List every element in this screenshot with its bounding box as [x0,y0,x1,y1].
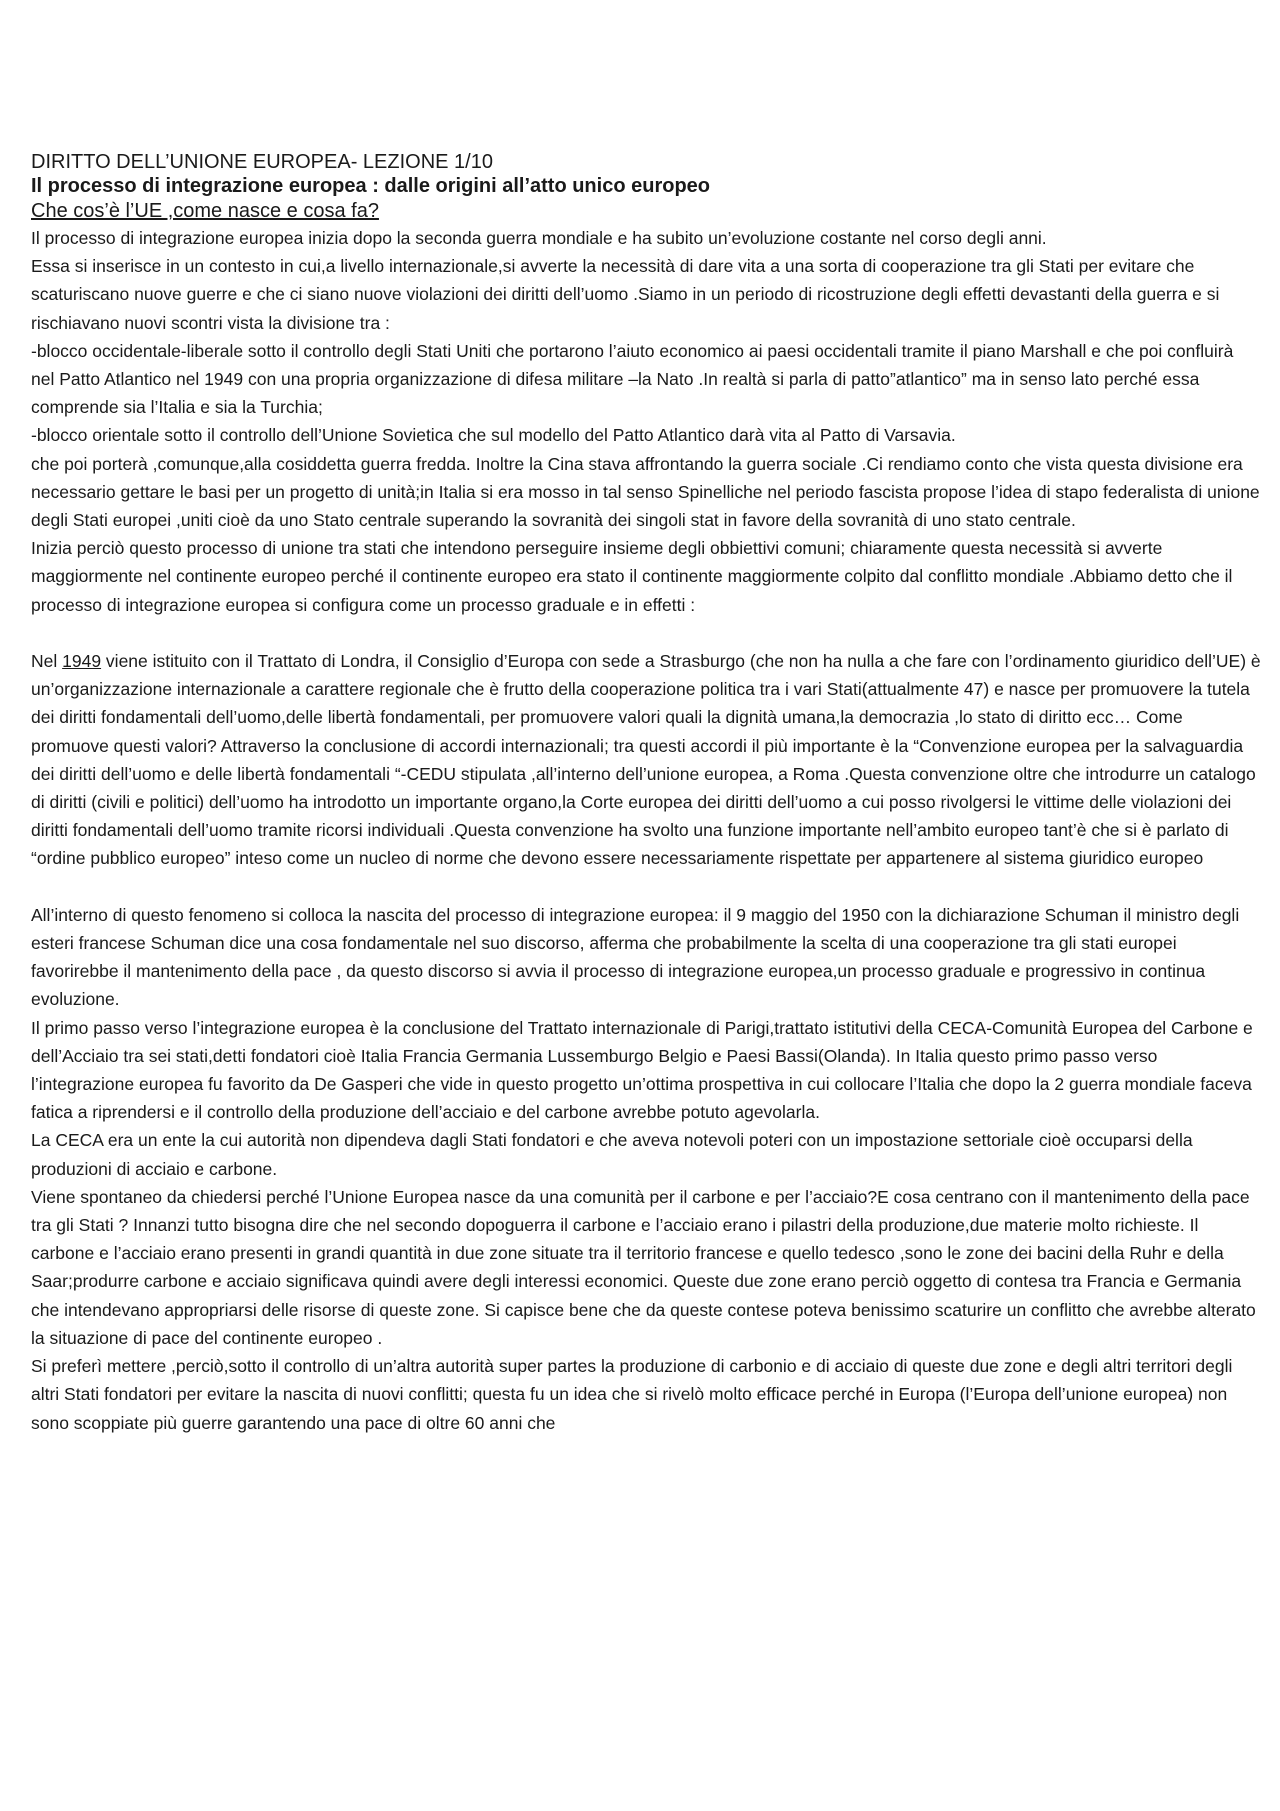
paragraph-council-of-europe [31,647,1261,873]
paragraph-lead: Nel [31,651,63,672]
paragraph-rest: viene istituito con il Trattato di Londra, il Consiglio d’Europa con sede a Strasburgo (che non ha nulla a che fare con l’ordinamento giuridico dell’UE) è un’organizzazione internazionale a carattere regionale che è frutto della cooperazione politica tra i vari Stati(attualmente 47) e nasce per promuovere la tutela dei diritti fondamentali dell’uomo,delle libertà fondamentali, per promuovere valori quali la dignità umana,la democrazia ,lo stato di diritto ecc… Come promuove questi valori? Attraverso la conclusione di accordi internazionali; tra questi accordi il più importante è la “Convenzione europea per la salvaguardia dei diritti dell’uomo e delle libertà fondamentali “-CEDU stipulata ,all’interno dell’unione europea, a Roma .Questa convenzione oltre che introdurre un catalogo di diritti (civili e politici) dell’uomo ha introdotto un importante organo,la Corte europea dei diritti dell’uomo a cui posso rivolgersi le vittime delle violazioni dei diritti fondamentali dell’uomo tramite ricorsi individuali .Questa convenzione ha svolto una funzione importante nell’ambito europeo tant’è che si è parlato di “ordine pubblico europeo” inteso come un nucleo di norme che devono essere necessariamente rispettate per appartenere al sistema giuridico europeo [31,651,1261,869]
paragraph-eastern-bloc: -blocco orientale sotto il controllo dell’Unione Sovietica che sul modello del Patto Atlantico darà vita al Patto di Varsavia. [31,425,956,446]
section-question: Che cos’è l’UE ,come nasce e cosa fa? [31,200,379,222]
paragraph-super-partes: Si preferì mettere ,perciò,sotto il controllo di un’altra autorità super partes la produzione di carbonio e di acciaio di queste due zone e degli altri territori degli altri Stati fondatori per evitare la nascita di nuovi conflitti; questa fu un idea che si rivelò molto efficace perché in Europa (l’Europa dell’unione europea) non sono scoppiate più guerre garantendo una pace di oltre 60 anni che [31,1356,1233,1433]
paragraph-western-bloc: -blocco occidentale-liberale sotto il controllo degli Stati Uniti che portarono l’aiuto economico ai paesi occidentali tramite il piano Marshall e che poi confluirà nel Patto Atlantico nel 1949 con una propria organizzazione di difesa militare –la Nato .In realtà si parla di patto”atlantico” ma in senso lato perché essa comprende sia l’Italia e sia la Turchia; [31,340,1234,418]
paragraph-schuman: All’interno di questo fenomeno si colloca la nascita del processo di integrazione europea: il 9 maggio del 1950 con la dichiarazione Schuman il ministro degli esteri francese Schuman dice una cosa fondamentale nel suo discorso, afferma che probabilmente la scelta di una cooperazione tra gli stati europei favorirebbe il mantenimento della pace , da questo discorso si avvia il processo di integrazione europea,un processo graduale e progressivo in continua evoluzione. [31,904,1240,1010]
blank-line [31,873,1261,901]
paragraph-ceca-authority: La CECA era un ente la cui autorità non dipendeva dagli Stati fondatori e che aveva notevoli poteri con un impostazione settoriale cioè occuparsi della produzioni di acciaio e carbone. [31,1130,1193,1179]
paragraph-context: Essa si inserisce in un contesto in cui,a livello internazionale,si avverte la necessità di dare vita a una sorta di cooperazione tra gli Stati per evitare che scaturiscano nuove guerre e che ci siano nuove violazioni dei diritti dell’uomo .Siamo in un periodo di ricostruzione degli effetti devastanti della guerra e si rischiavano nuovi scontri vista la divisione tra : [31,256,1220,333]
document-title: DIRITTO DELL’UNIONE EUROPEA- LEZIONE 1/10 [31,151,493,173]
document-page [31,150,1261,1437]
paragraph-coal-steel: Viene spontaneo da chiedersi perché l’Unione Europea nasce da una comunità per il carbone e per l’acciaio?E cosa centrano con il mantenimento della pace tra gli Stati ? Innanzi tutto bisogna dire che nel secondo dopoguerra il carbone e l’acciaio erano i pilastri della produzione,due materie molto richieste. Il carbone e l’acciaio erano presenti in grandi quantità in due zone situate tra il territorio francese e quello tedesco ,sono le zone dei bacini della Ruhr e della Saar;produrre carbone e acciaio significava quindi avere degli interessi economici. Queste due zone erano perciò oggetto di contesa tra Francia e Germania che intendevano appropriarsi delle risorse di queste zone. Si capisce bene che da queste contese poteva benissimo scaturire un conflitto che avrebbe alterato la situazione di pace del continente europeo . [31,1186,1256,1348]
year-1949: 1949 [62,651,102,672]
paragraph-intro: Il processo di integrazione europea inizia dopo la seconda guerra mondiale e ha subito un’evoluzione costante nel corso degli anni. [31,228,1047,248]
document-subtitle: Il processo di integrazione europea : dalle origini all’atto unico europeo [31,175,710,197]
blank-line [31,619,1261,647]
paragraph-cold-war: che poi porterà ,comunque,alla cosiddetta guerra fredda. Inoltre la Cina stava affrontando la guerra sociale .Ci rendiamo conto che vista questa divisione era necessario gettare le basi per un progetto di unità;in Italia si era mosso in tal senso Spinelliche nel periodo fascista propose l’idea di stapo federalista di unione degli Stati europei ,uniti cioè da uno Stato centrale superando la sovranità dei singoli stat in favore della sovranità di uno stato centrale. [31,453,1260,531]
paragraph-ceca: Il primo passo verso l’integrazione europea è la conclusione del Trattato internazionale di Parigi,trattato istitutivi della CECA-Comunità Europea del Carbone e dell’Acciaio tra sei stati,detti fondatori cioè Italia Francia Germania Lussemburgo Belgio e Paesi Bassi(Olanda). In Italia questo primo passo verso l’integrazione europea fu favorito da De Gasperi che vide in questo progetto un’ottima prospettiva in cui collocare l’Italia che dopo la 2 guerra mondiale faceva fatica a riprendersi e il controllo della produzione dell’acciaio e del carbone avrebbe potuto agevolarla. [31,1017,1253,1123]
paragraph-union-process: Inizia perciò questo processo di unione tra stati che intendono perseguire insieme degli obbiettivi comuni; chiaramente questa necessità si avverte maggiormente nel continente europeo perché il continente europeo era stato il continente maggiormente colpito dal conflitto mondiale .Abbiamo detto che il processo di integrazione europea si configura come un processo graduale e in effetti : [31,538,1233,615]
